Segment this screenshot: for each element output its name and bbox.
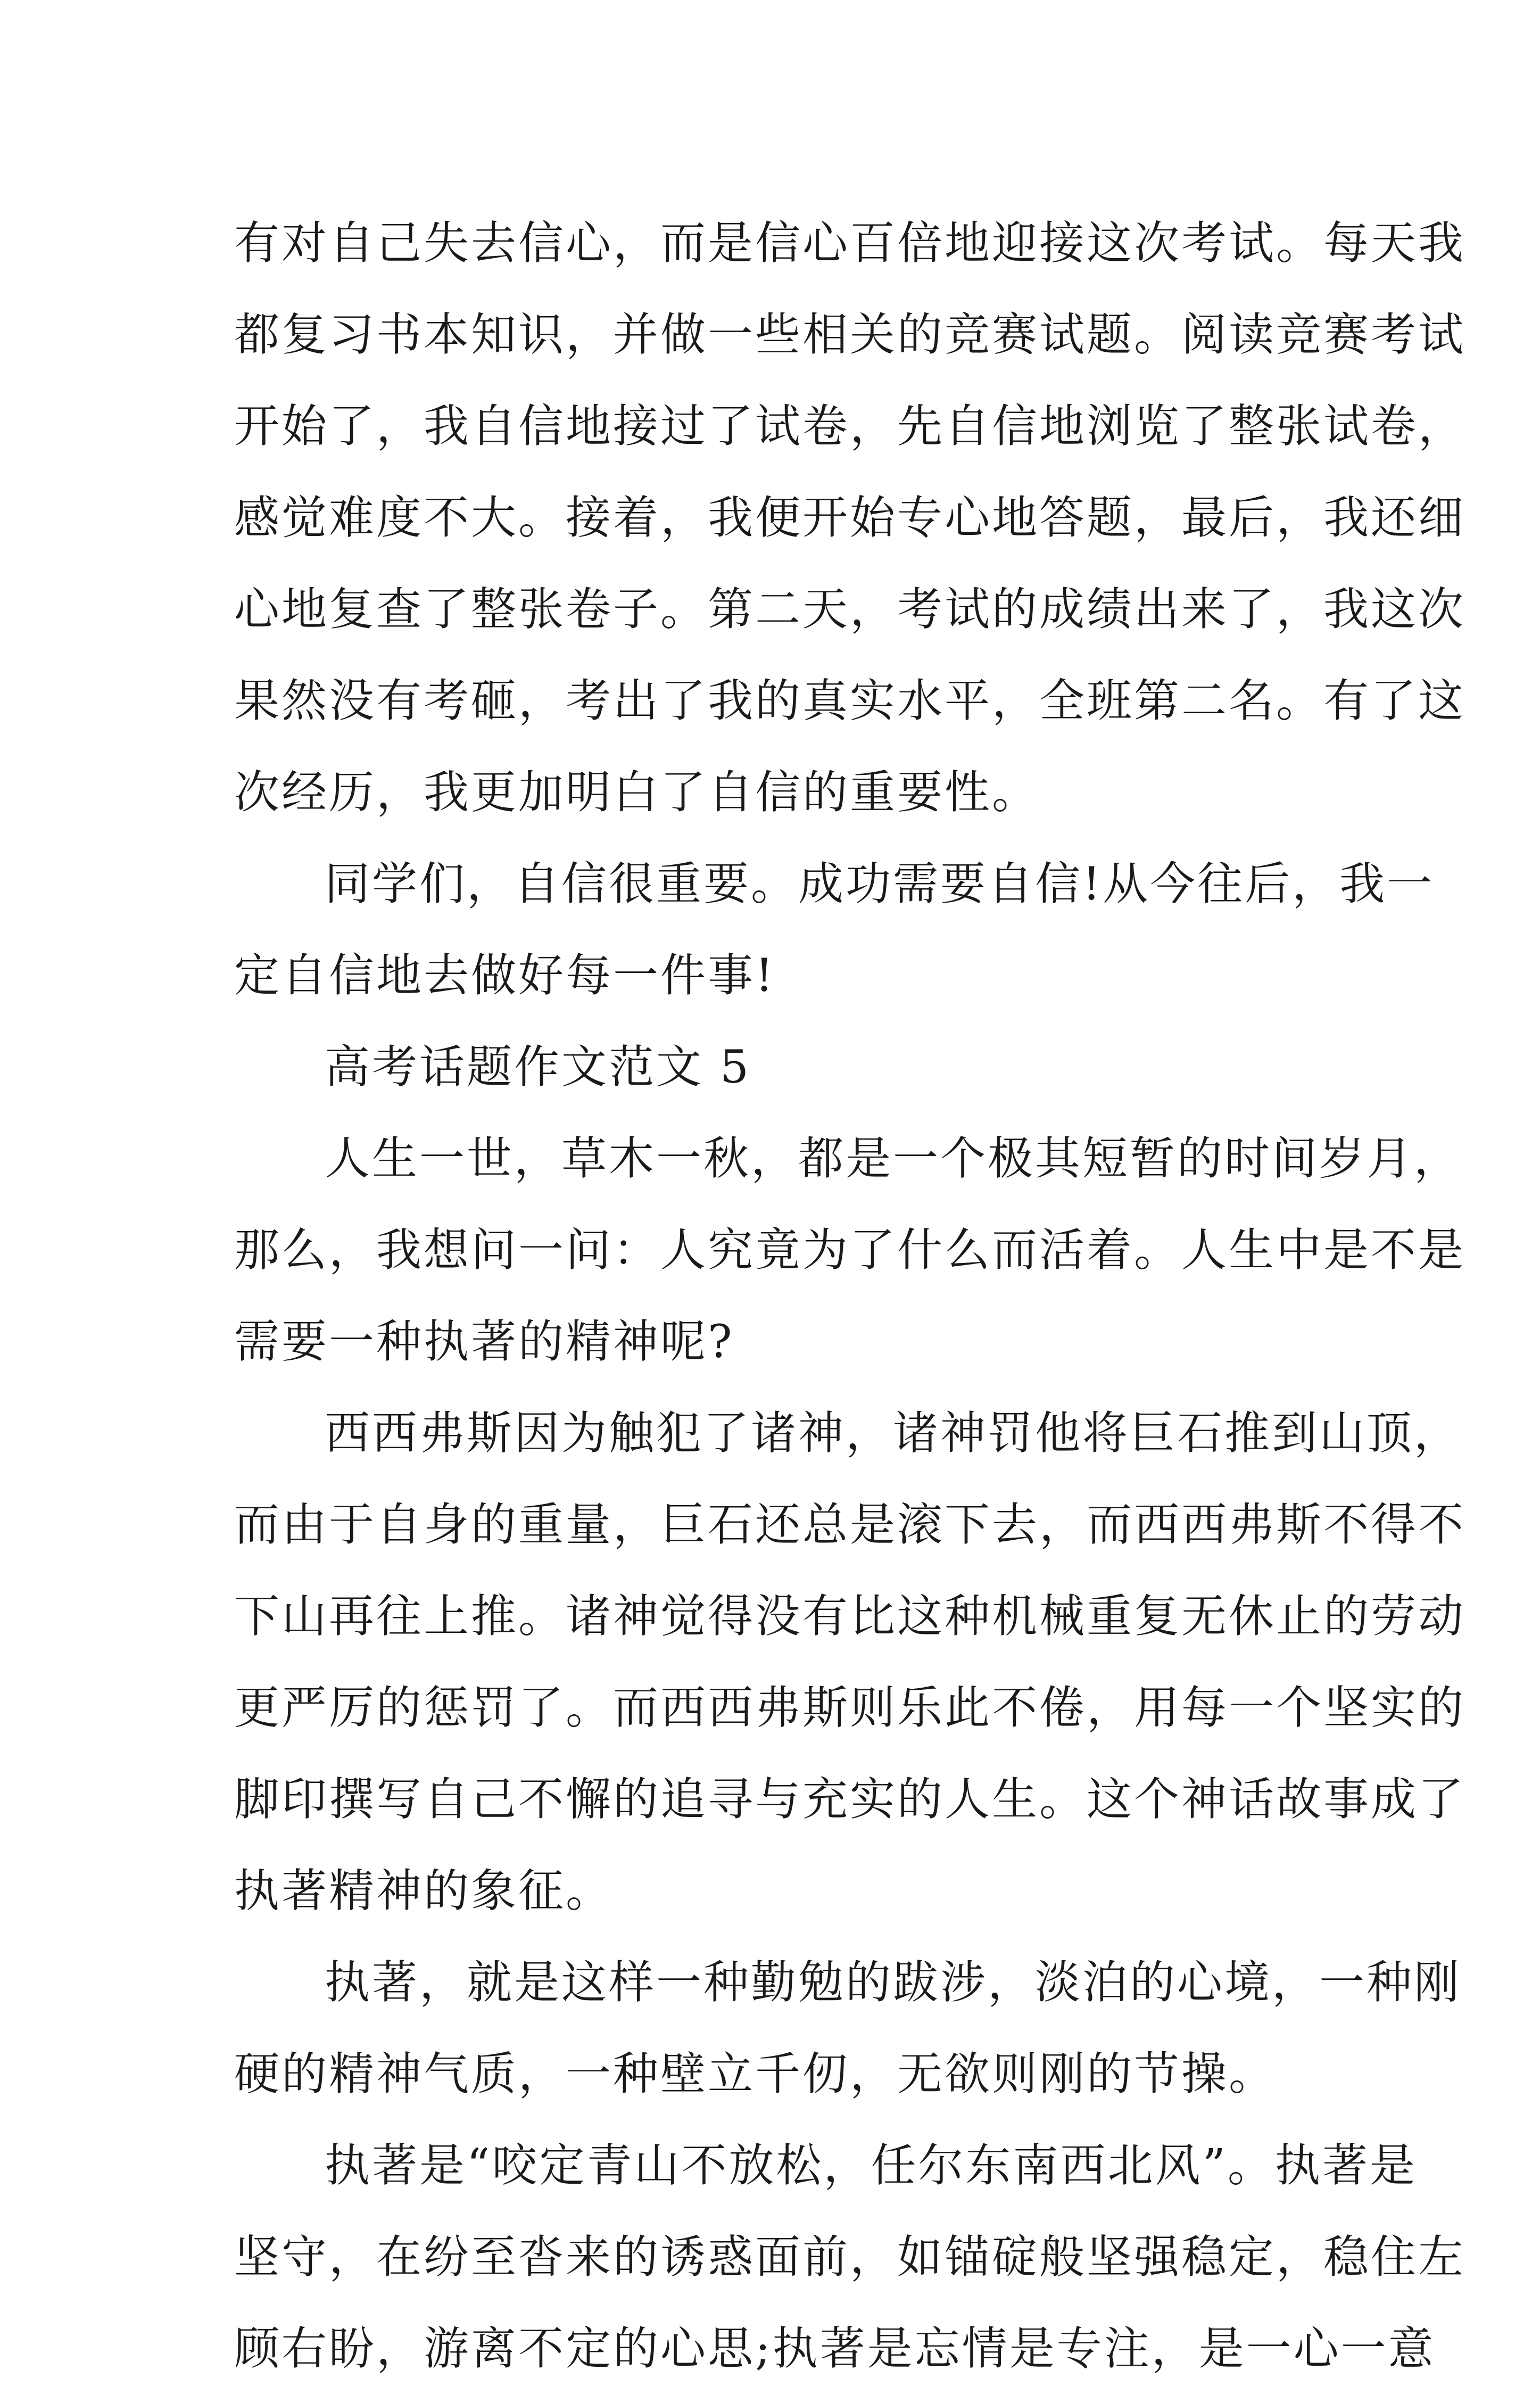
text-line: 心地复查了整张卷子。第二天，考试的成绩出来了，我这次 [234, 583, 1466, 636]
text-line: 而由于自身的重量，巨石还总是滚下去，而西西弗斯不得不 [234, 1499, 1466, 1551]
text-line: 更严厉的惩罚了。而西西弗斯则乐此不倦，用每一个坚实的 [234, 1682, 1466, 1735]
text-line: 次经历，我更加明白了自信的重要性。 [234, 766, 1040, 819]
text-line: 硬的精神气质，一种壁立千仞，无欲则刚的节操。 [234, 2048, 1277, 2101]
text-line: 执著是“咬定青山不放松，任尔东南西北风”。执著是 [325, 2140, 1417, 2192]
text-line: 人生一世，草木一秋，都是一个极其短暂的时间岁月， [325, 1133, 1462, 1185]
text-line: 脚印撰写自己不懈的追寻与充实的人生。这个神话故事成了 [234, 1773, 1466, 1826]
text-line: 那么，我想问一问：人究竟为了什么而活着。人生中是不是 [234, 1224, 1466, 1277]
text-line: 有对自己失去信心，而是信心百倍地迎接这次考试。每天我 [234, 217, 1466, 270]
text-line: 果然没有考砸，考出了我的真实水平，全班第二名。有了这 [234, 675, 1466, 728]
text-line: 同学们，自信很重要。成功需要自信!从今往后，我一 [325, 858, 1435, 911]
text-line: 感觉难度不大。接着，我便开始专心地答题，最后，我还细 [234, 492, 1466, 544]
section-heading: 高考话题作文范文 5 [325, 1041, 751, 1094]
text-line: 定自信地去做好每一件事! [234, 949, 776, 1002]
text-line: 坚守，在纷至沓来的诱惑面前，如锚碇般坚强稳定，稳住左 [234, 2231, 1466, 2284]
text-line: 需要一种执著的精神呢? [234, 1316, 734, 1368]
text-line: 都复习书本知识，并做一些相关的竞赛试题。阅读竞赛考试 [234, 309, 1466, 361]
body-text [234, 198, 1466, 2395]
text-line: 执著，就是这样一种勤勉的跋涉，淡泊的心境，一种刚 [325, 1956, 1462, 2009]
text-line: 下山再往上推。诸神觉得没有比这种机械重复无休止的劳动 [234, 1590, 1466, 1643]
text-line: 开始了，我自信地接过了试卷，先自信地浏览了整张试卷， [234, 400, 1466, 453]
text-line: 顾右盼，游离不定的心思;执著是忘情是专注，是一心一意 [234, 2323, 1436, 2375]
text-line: 西西弗斯因为触犯了诸神，诸神罚他将巨石推到山顶， [325, 1407, 1462, 1460]
text-line: 执著精神的象征。 [234, 1865, 614, 1918]
